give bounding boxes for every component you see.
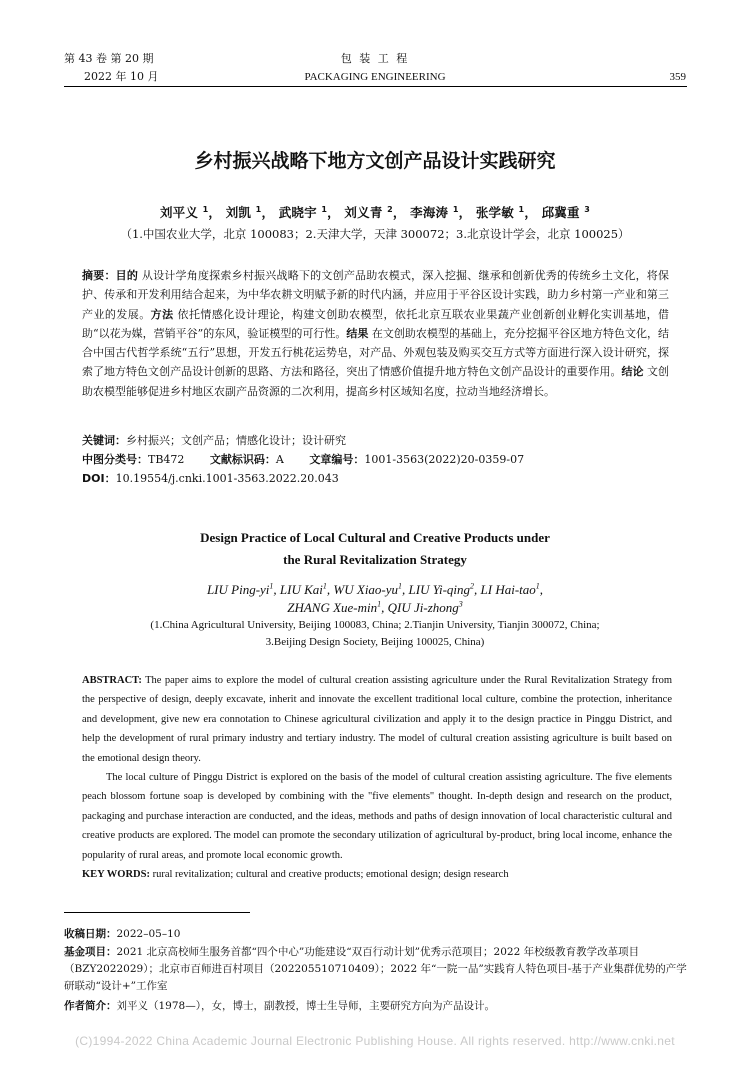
conclusion-label: 结论 [621,365,644,379]
author-cn: 张学敏 $^1$ [475,204,525,220]
page-number: 359 [669,71,686,83]
affiliation-en-line: (1.China Agricultural University, Beijing 100083, China; 2.Tianjin University, Tianjin 300072, China; [150,619,600,631]
abstract-method: 依托情感化设计理论，构建文创助农模型，依托北京互联农业果蔬产业创新创业孵化实训基地，借助“以花为媒，营销平谷”的东风，验证模型的可行性。 [82,307,670,340]
abstract-cn [82,266,669,401]
journal-name-en: PACKAGING ENGINEERING [304,71,446,83]
received-date: 收稿日期：2022–05–10 [64,928,181,940]
author-cn: 刘平义 $^1$ [159,204,209,220]
classification-line [82,452,672,468]
author-en: LIU Kai$^1$ [279,581,327,597]
abstract-label-cn: 摘要： [82,269,116,282]
paper-title-cn: 乡村振兴战略下地方文创产品设计实践研究 [194,150,556,172]
result-label: 结果 [346,326,369,340]
article-number-value: 1001-3563(2022)20-0359-07 [364,453,525,466]
abstract-en-p1: The paper aims to explore the model of cultural creation assisting agriculture under the Rural Revitalization Strategy from the perspective of design, deeply excavate, inherit and innovate the excellent traditional local culture, combine the protection, inheritance and development, give new era connotation to Chinese agricultural civilization and apply it to the design practice in Pinggu District, and help the development of rural primary industry and tertiary industry. The model of cultural creation assisting agriculture is built based on the emotional design theory. [82,675,672,764]
keywords-label-en: KEY WORDS: [82,869,150,881]
method-label: 方法 [150,307,174,321]
author-en: LIU Ping-$yi^1$ [206,581,274,597]
journal-name-cn: 包 装 工 程 [340,52,410,65]
affiliation-en-line: 3.Beijing Design Society, Beijing 100025, China) [265,636,485,648]
affiliations-en [0,617,750,651]
author-en: LI Hai-tao$^1$ [480,581,540,597]
author-en: ZHANG Xue-$\min^1$ [287,599,382,615]
keywords-value-en: rural revitalization; cultural and creative products; emotional design; design research [152,869,509,881]
paper-title-en [0,527,750,571]
abstract-result: 在文创助农模型的基础上，充分挖掘平谷区地方特色文化，结合中国古代哲学系统“五行”思想，开发五行桃花运势皂，对产品、外观包装及购买交互方式等方面进行深入设计研究，探索了地方特色文创产品设计创新的思路、方法和路径，突出了情感价值提升地方特色文创产品设计的重要作用。 [82,326,670,379]
author-en: LIU Yi-qing$^2$ [408,581,475,597]
article-number-label: 文章编号： [309,453,365,466]
author-en: WU Xiao-$yu^1$ [333,581,403,597]
author-cn: 刘凯 $^1$ [225,204,262,220]
keywords-value-cn: 乡村振兴；文创产品；情感化设计；设计研究 [126,434,346,447]
doc-code-value: A [275,453,284,466]
copyright-notice: (C)1994-2022 China Academic Journal Electronic Publishing House. All rights reserved. http://www.cnki.net [75,1034,675,1048]
author-bio: 作者简介：刘平义（1978—），女，博士，副教授，博士生导师，主要研究方向为产品设计。 [64,1000,495,1012]
affiliations-cn: （1.中国农业大学，北京 100083；2.天津大学，天津 300072；3.北京设计学会，北京 100025） [120,227,630,241]
author-cn: 刘义青 $^2$ [344,204,393,220]
journal-date: 2022 年 10 月 [84,70,159,83]
keywords-label-cn: 关键词： [82,434,126,447]
header-rule [64,86,687,87]
doi-label: DOI： [82,472,116,485]
paper-title-en-line: Design Practice of Local Cultural and Creative Products under [200,530,550,545]
author-cn: 李海涛 $^1$ [410,204,459,220]
authors-en: LIU Ping-$yi^1$, LIU Kai$^1$, WU Xiao-$yu^1$, LIU Yi-qing$^2$, LI Hai-tao$^1$, ZHANG Xue-$\min^1$, QIU Ji-zhong$^3$ [206,581,544,615]
doi-line [82,471,672,487]
authors-cn: 刘平义 $^1$， 刘凯 $^1$， 武晓宇 $^1$， 刘义青 $^2$， 李海涛 $^1$， 张学敏 $^1$， 邱冀重 $^3$ [159,204,591,220]
keywords-cn [82,433,672,449]
author-en: QIU Ji-zhong$^3$ [387,599,463,615]
abstract-en [82,671,672,884]
abstract-label-en: ABSTRACT: [82,675,142,686]
fund-project: 基金项目：2021 北京高校师生服务首都“四个中心”功能建设“双百行动计划”优秀示范项目；2022 年校级教育教学改革项目（BZY2022029）；北京市百师进百村项目（202205510710409）；2022 年“一院一品”实践育人特色项目-基于产业集群优势的产学研联动“设计+”工作室 [64,946,687,992]
author-cn: 武晓宇 $^1$ [278,204,328,220]
journal-volume-issue: 第 43 卷 第 20 期 [64,52,154,65]
author-cn: 邱冀重 $^3$ [541,204,591,220]
doc-code-label: 文献标识码： [209,453,276,466]
clc-value: TB472 [148,453,185,466]
abstract-objective: 从设计学角度探索乡村振兴战略下的文创产品助农模式，深入挖掘、继承和创新优秀的传统乡土文化，将保护、传承和开发利用结合起来，为中华农耕文明赋予新的时代内涵，并应用于平谷区设计实践，助力乡村第一产业和第三产业的发展。 [82,269,670,321]
footnote-rule [64,912,250,913]
abstract-en-p2: The local culture of Pinggu District is explored on the basis of the model of cultural creation assisting agriculture. The five elements peach blossom fortune soap is developed by combining with the "five elements" thought. In-depth design and research on the product, packaging and purchase interaction are conducted, and the ideas, methods and paths of design innovation of local characteristic cultural and creative products are explored. The model can promote the secondary utilization of agricultural by-product, bring local income, enhance the popularity of rural areas, and promote local economic growth. [82,772,672,861]
doi-value: 10.19554/j.cnki.1001-3563.2022.20.043 [115,472,339,485]
objective-label: 目的 [115,269,139,282]
paper-title-en-line: the Rural Revitalization Strategy [283,552,467,567]
abstract-conclusion: 文创助农模型能够促进乡村地区农副产品资源的二次利用，提高乡村区域知名度，拉动当地经济增长。 [82,365,670,398]
clc-label: 中图分类号： [82,453,148,466]
